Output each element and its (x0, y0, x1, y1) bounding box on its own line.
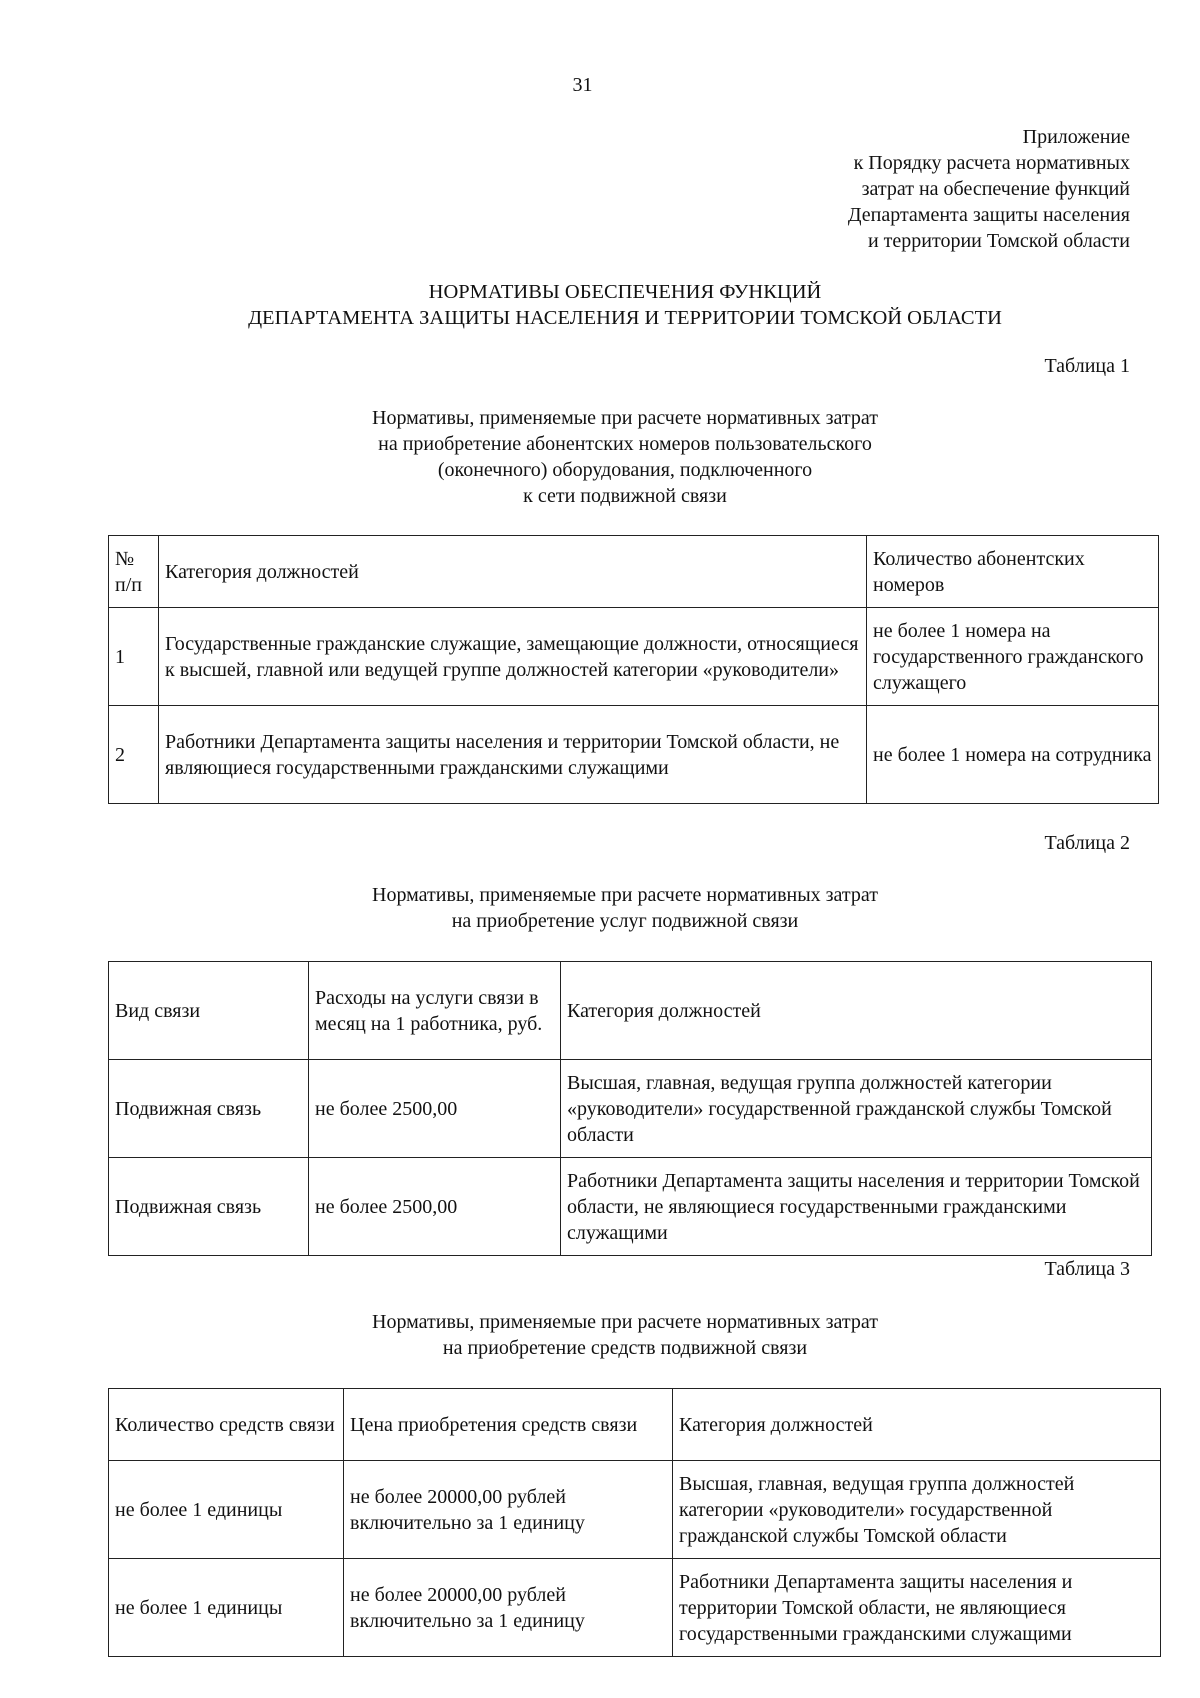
table3-title-line: Нормативы, применяемые при расчете нормативных затрат (372, 1311, 878, 1333)
table-cell: Подвижная связь (109, 1060, 309, 1158)
table1-title-line: Нормативы, применяемые при расчете нормативных затрат (372, 407, 878, 429)
header-cell: Количество средств связи (109, 1389, 344, 1461)
appendix-line: Департамента защиты населения (847, 204, 1130, 226)
table3-caption: Таблица 3 (1044, 1258, 1130, 1280)
header-cell: Количество абонентских номеров (867, 536, 1159, 608)
table-header-row (109, 536, 1159, 608)
table-cell: Государственные гражданские служащие, замещающие должности, относящиеся к высшей, главной или ведущей группе должностей категории «руководители» (159, 608, 867, 706)
table-cell: Высшая, главная, ведущая группа должностей категории «руководители» государственной гражданской службы Томской области (673, 1461, 1161, 1559)
table-row (109, 1060, 1152, 1158)
table3-title (0, 1309, 1200, 1361)
header-cell: Категория должностей (159, 536, 867, 608)
table-row (109, 608, 1159, 706)
table3-title-line: на приобретение средств подвижной связи (442, 1337, 808, 1359)
header-cell: Вид связи (109, 962, 309, 1060)
table-cell: 2 (109, 706, 159, 804)
table-row (109, 1559, 1161, 1657)
table1-title-line: на приобретение абонентских номеров пользовательского (378, 433, 872, 455)
table-row (109, 706, 1159, 804)
table1-caption: Таблица 1 (1044, 355, 1130, 377)
table-cell: 1 (109, 608, 159, 706)
appendix-header (710, 124, 1130, 254)
header-cell: Расходы на услуги связи в месяц на 1 работника, руб. (309, 962, 561, 1060)
table2-title-line: на приобретение услуг подвижной связи (451, 910, 799, 932)
table-cell: Работники Департамента защиты населения и территории Томской области, не являющиеся государственными гражданскими служащими (561, 1158, 1152, 1256)
table2-title-line: Нормативы, применяемые при расчете нормативных затрат (372, 884, 878, 906)
table-cell: не более 1 номера на государственного гражданского служащего (867, 608, 1159, 706)
header-cell: Категория должностей (673, 1389, 1161, 1461)
header-cell: № п/п (109, 536, 159, 608)
table-cell: не более 20000,00 рублей включительно за 1 единицу (344, 1559, 673, 1657)
table-header-row (109, 1389, 1161, 1461)
header-cell: Категория должностей (561, 962, 1152, 1060)
table-cell: не более 20000,00 рублей включительно за 1 единицу (344, 1461, 673, 1559)
table-row (109, 1158, 1152, 1256)
page-number: 31 (572, 74, 593, 96)
table2-title (0, 882, 1200, 934)
table1-title (0, 405, 1200, 509)
table1-title-line: (оконечного) оборудования, подключенного (437, 459, 813, 481)
table-header-row (109, 962, 1152, 1060)
document-title-line: НОРМАТИВЫ ОБЕСПЕЧЕНИЯ ФУНКЦИЙ (428, 281, 822, 303)
table-cell: не более 1 номера на сотрудника (867, 706, 1159, 804)
table-cell: не более 1 единицы (109, 1559, 344, 1657)
table-cell: Высшая, главная, ведущая группа должностей категории «руководители» государственной гражданской службы Томской области (561, 1060, 1152, 1158)
table2 (108, 961, 1152, 1256)
appendix-line: затрат на обеспечение функций (861, 178, 1130, 200)
header-cell: Цена приобретения средств связи (344, 1389, 673, 1461)
table-cell: не более 2500,00 (309, 1158, 561, 1256)
appendix-line: и территории Томской области (867, 230, 1130, 252)
table2-caption: Таблица 2 (1044, 832, 1130, 854)
document-title-line: ДЕПАРТАМЕНТА ЗАЩИТЫ НАСЕЛЕНИЯ И ТЕРРИТОРИИ ТОМСКОЙ ОБЛАСТИ (248, 307, 1002, 329)
table-cell: Работники Департамента защиты населения и территории Томской области, не являющиеся государственными гражданскими служащими (159, 706, 867, 804)
document-title (0, 279, 1200, 331)
table-cell: Подвижная связь (109, 1158, 309, 1256)
table-cell: Работники Департамента защиты населения и территории Томской области, не являющиеся государственными гражданскими служащими (673, 1559, 1161, 1657)
appendix-line: Приложение (1022, 126, 1130, 148)
table-cell: не более 1 единицы (109, 1461, 344, 1559)
table-cell: не более 2500,00 (309, 1060, 561, 1158)
appendix-line: к Порядку расчета нормативных (853, 152, 1130, 174)
table-row (109, 1461, 1161, 1559)
table3 (108, 1388, 1161, 1657)
table1 (108, 535, 1159, 804)
table1-title-line: к сети подвижной связи (523, 485, 727, 507)
